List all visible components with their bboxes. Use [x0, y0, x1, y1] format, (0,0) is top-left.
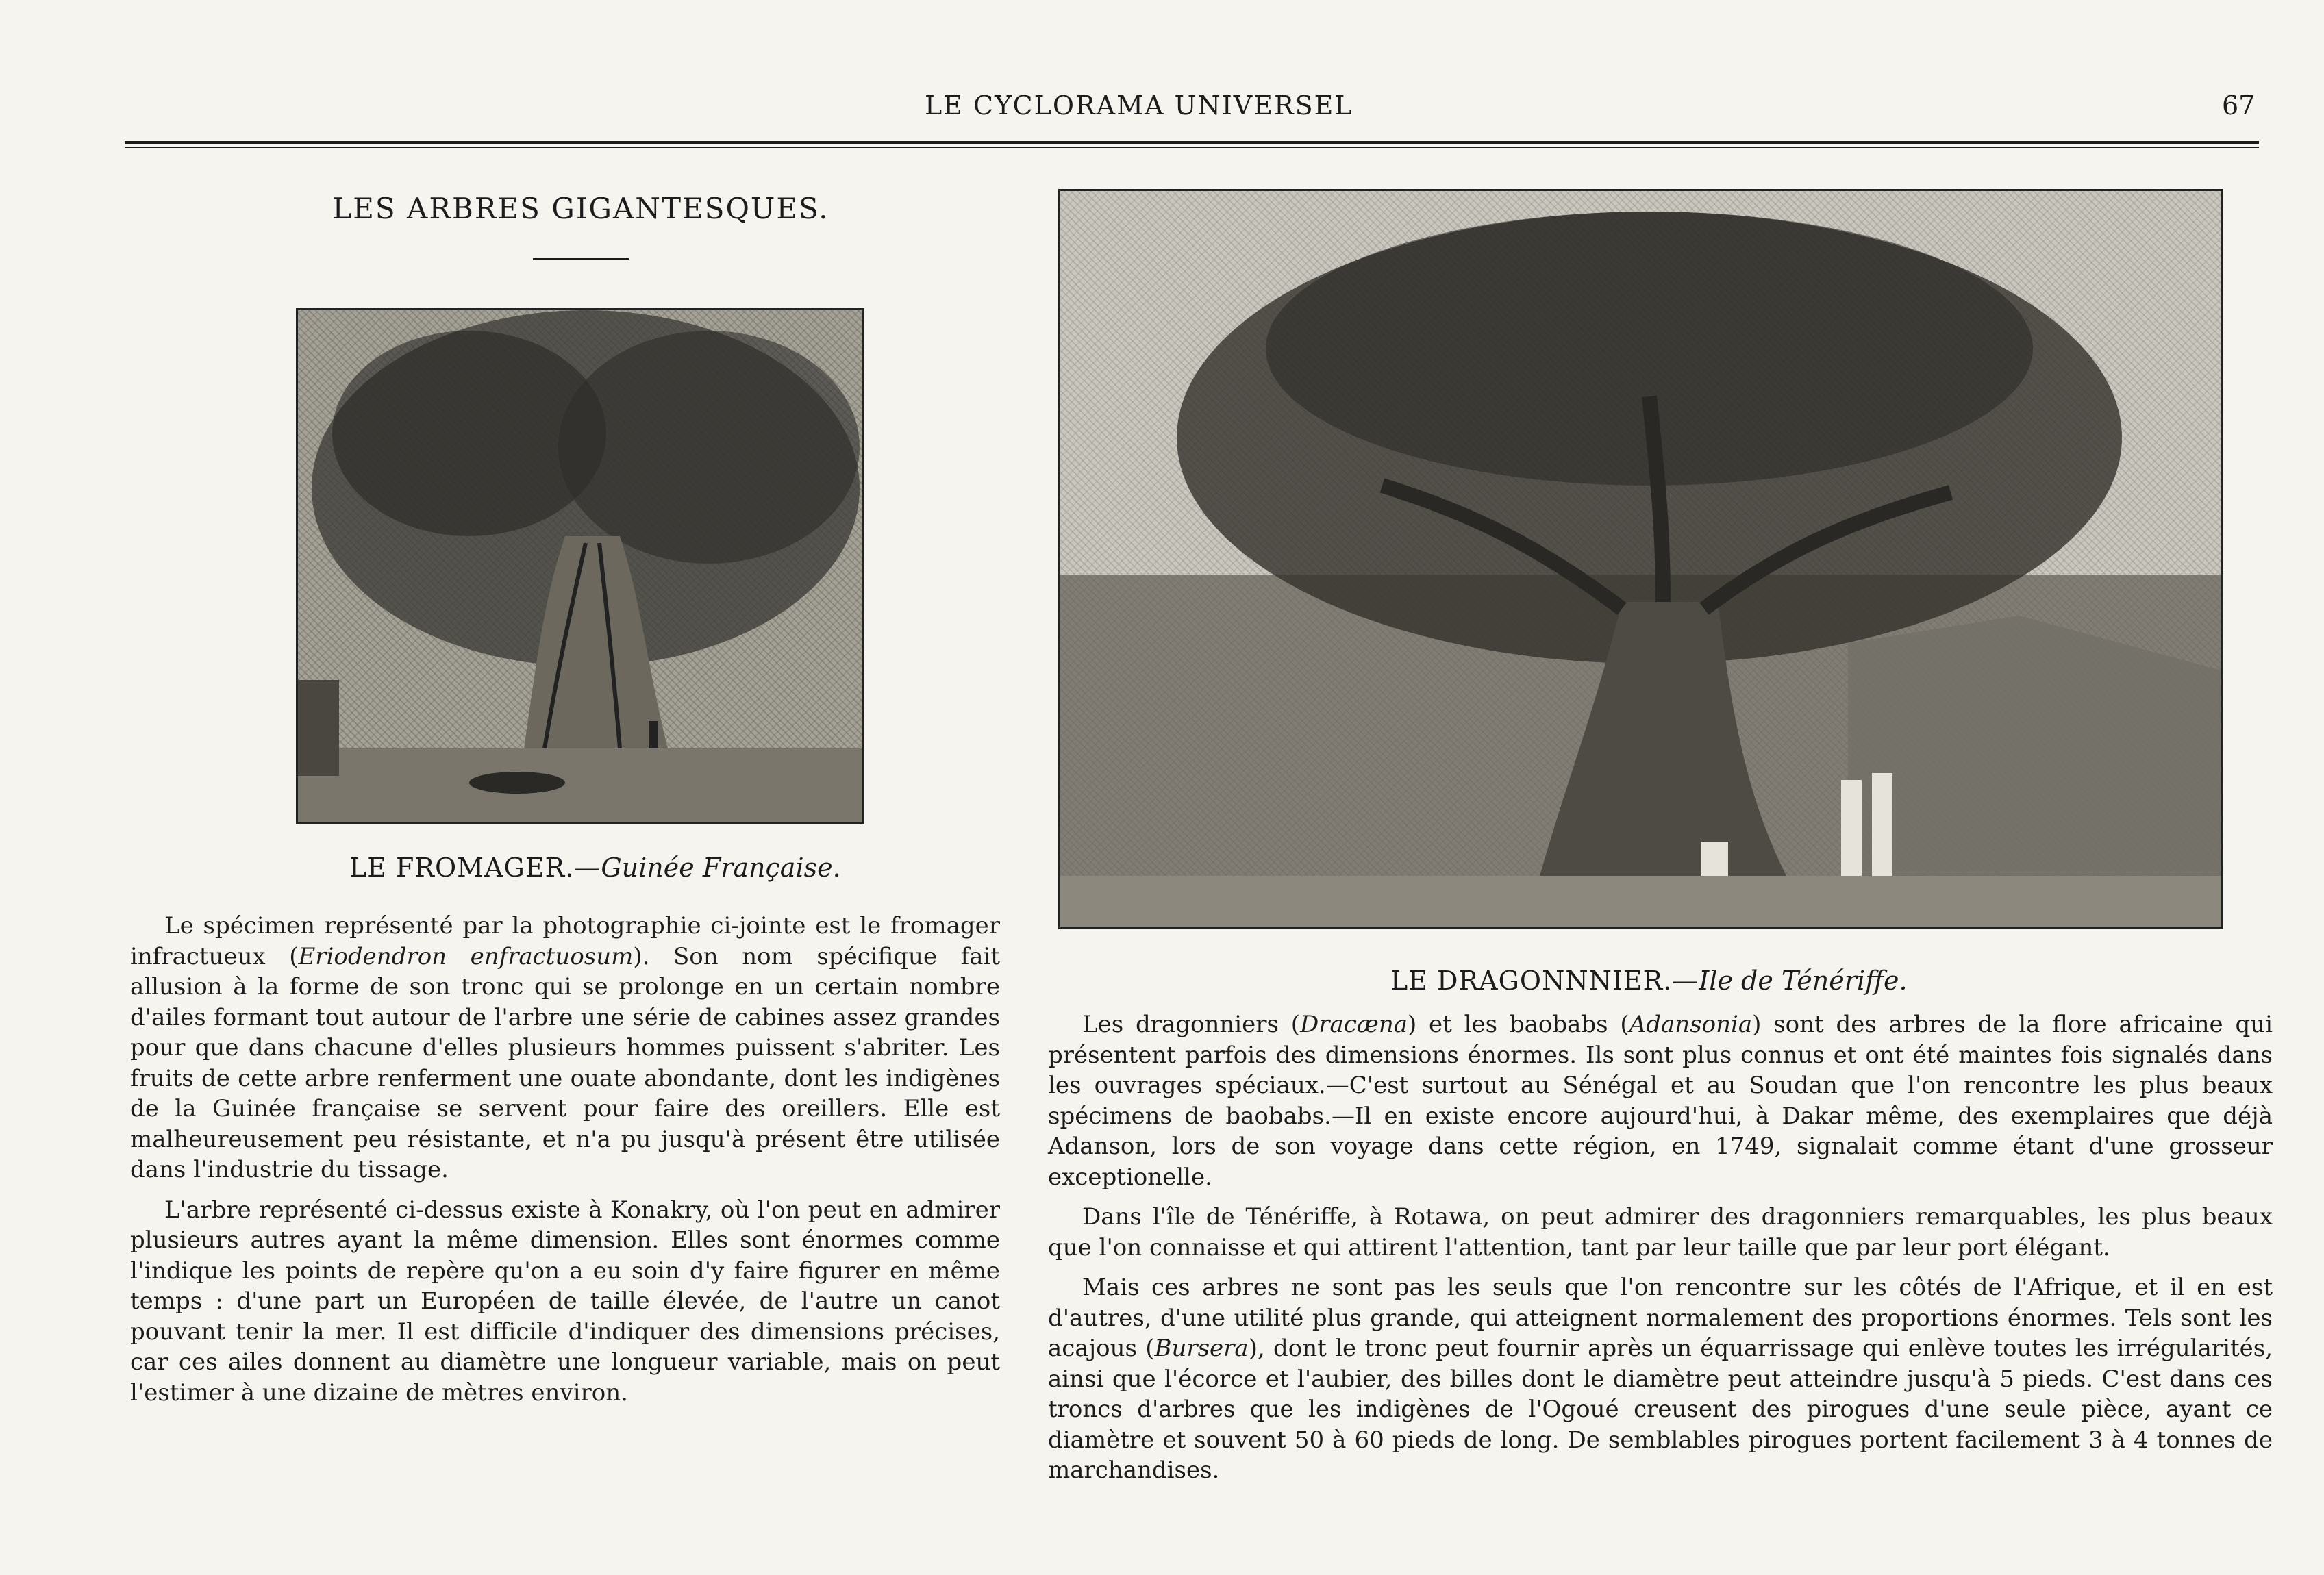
- left-paragraph-2: L'arbre représenté ci-dessus existe à Konakry, où l'on peut en admirer plusieurs autres ayant la même dimension. Elles sont énormes comme l'indique les points de repère qu'on a eu soin d'y faire figurer en même temps : d'une part un Européen de taille élevée, de l'autre un canot pouvant tenir la mer. Il est difficile d'indiquer des dimensions précises, car ces ailes donnent au diamètre une longueur variable, mais on peut l'estimer à une dizaine de mètres environ.: [130, 1196, 1000, 1407]
- right-paragraph-2: Dans l'île de Ténériffe, à Rotawa, on peut admirer des dragonniers remarquables, les plus beaux que l'on connaisse et qui attirent l'attention, tant par leur taille que par leur port élégant.: [1048, 1203, 2273, 1261]
- right-paragraph-3: [1048, 1272, 2273, 1486]
- article-header: [158, 171, 1004, 260]
- header-rule: [125, 141, 2259, 144]
- dragonnier-illustration: [1060, 191, 2221, 927]
- left-p1-species: Eriodendron enfractuosum: [298, 942, 634, 970]
- dragonnier-caption: [1390, 966, 1908, 996]
- left-paragraph-1: [130, 911, 1000, 1185]
- right-p1-genus-adansonia: Adansonia: [1629, 1011, 1753, 1038]
- running-title: LE CYCLORAMA UNIVERSEL: [925, 90, 1353, 121]
- dragonnier-caption-location: Ile de Ténériffe.: [1699, 966, 1908, 996]
- fromager-engraving: [296, 308, 864, 824]
- left-column-text: [130, 911, 1000, 1418]
- right-paragraph-1: [1048, 1009, 2273, 1192]
- left-p1-text-c: ). Son nom spécifique fait allusion à la forme de son tronc qui se prolonge en un certain nombre d'ailes formant tout autour de l'arbre une série de cabines assez grandes pour que dans chacune d'elles plusieurs hommes puissent s'abriter. Les fruits de cette arbre renferment une ouate abondante, dont les indigènes de la Guinée française se servent pour faire des oreillers. Elle est malheureusement peu résistante, et n'a pu jusqu'à présent être utilisée dans l'industrie du tissage.: [130, 942, 1001, 1183]
- right-p3-text-a: Mais ces arbres ne sont pas les seuls que l'on rencontre sur les côtés de l'Afrique, et il en est d'autres, d'une utilité plus grande, qui atteignent normalement des proportions énormes. Tels sont les acajous (: [1048, 1274, 2273, 1362]
- right-p1-text-a: Les dragonniers (: [1082, 1011, 1301, 1038]
- right-p1-text-c: ) et les baobabs (: [1407, 1011, 1629, 1038]
- right-p3-text-c: ), dont le tronc peut fournir après un équarrissage qui enlève toutes les irrégularités, ainsi que l'écorce et l'aubier, des billes dont le diamètre peut atteindre jusqu'à 5 pieds. C'est dans ces troncs d'arbres que les indigènes de l'Ogoué creusent des pirogues d'une seule pièce, ayant ce diamètre et souvent 50 à 60 pieds de long. De semblables pirogues portent facilement 3 à 4 tonnes de marchandises.: [1048, 1335, 2273, 1484]
- dragonnier-engraving: [1058, 189, 2223, 929]
- page-number: 67: [2222, 90, 2256, 121]
- fromager-caption-location: Guinée Française.: [601, 853, 841, 883]
- title-divider: [533, 258, 629, 260]
- dragonnier-caption-name: LE DRAGONNNIER.—: [1390, 966, 1699, 996]
- fromager-caption-name: LE FROMAGER.—: [349, 853, 601, 883]
- left-p1-text-a: Le spécimen représenté par la photographie ci-jointe est le fromager infractueux (: [130, 912, 1000, 970]
- right-p1-genus-dracaena: Dracæna: [1300, 1011, 1408, 1038]
- fromager-illustration: [298, 310, 862, 822]
- fromager-caption: [349, 853, 841, 883]
- header-rule-thin: [125, 147, 2259, 148]
- article-title: LES ARBRES GIGANTESQUES.: [332, 192, 829, 225]
- right-p3-genus-bursera: Bursera: [1154, 1335, 1249, 1362]
- right-column-text: [1048, 1009, 2273, 1496]
- right-p1-text-e: ) sont des arbres de la flore africaine qui présentent parfois des dimensions énormes. Ils sont plus connus et ont été maintes fois signalés dans les ouvrages spéciaux.—C'est surtout au Sénégal et au Soudan que l'on rencontre les plus beaux spécimens de baobabs.—Il en existe encore aujourd'hui, à Dakar même, des exemplaires que déjà Adanson, lors de son voyage dans cette région, en 1749, signalait comme étant d'une grosseur exceptionelle.: [1048, 1011, 2273, 1191]
